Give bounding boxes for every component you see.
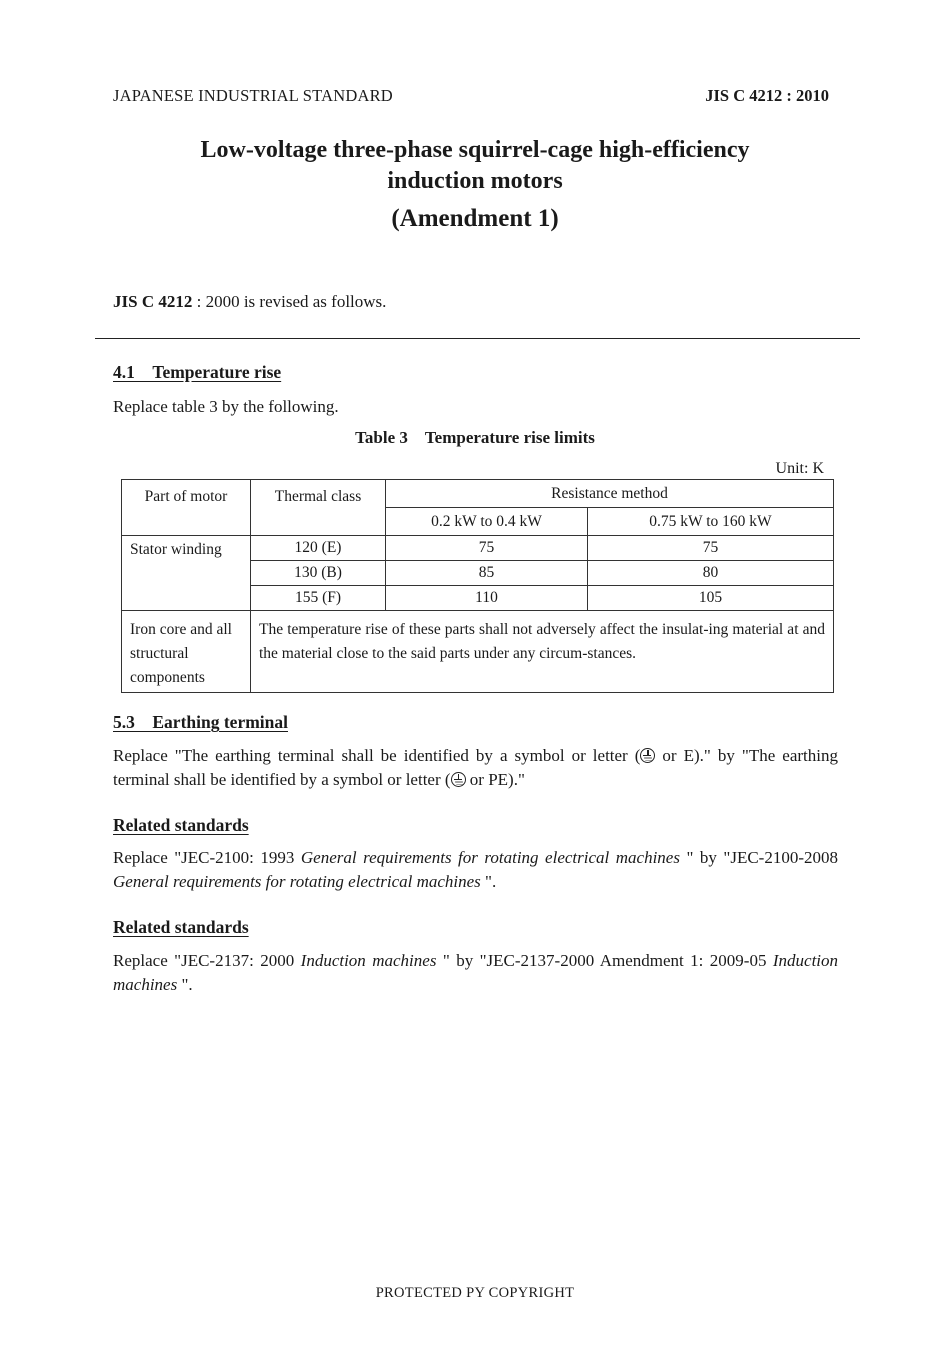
document-title-line-2: induction motors [387, 168, 563, 194]
thermal-class-cell: 155 (F) [251, 586, 386, 611]
related2-text-e: ". [177, 975, 193, 994]
intro-paragraph [113, 292, 386, 312]
intro-text: : 2000 is revised as follows. [192, 292, 387, 311]
header-thermal-class: Thermal class [251, 480, 386, 536]
related2-title-old: Induction machines [300, 951, 437, 970]
table-unit: Unit: K [775, 460, 824, 477]
related2-text-c: " by "JEC-2137-2000 Amendment 1: 2009-05 [436, 951, 773, 970]
header-range-large: 0.75 kW to 160 kW [588, 508, 834, 536]
value-cell: 85 [386, 561, 588, 586]
table-row [122, 611, 834, 693]
horizontal-divider [95, 338, 860, 339]
copyright-footer: PROTECTED PY COPYRIGHT [375, 1285, 575, 1301]
related1-text-c: " by "JEC-2100-2008 [679, 848, 838, 867]
earthing-text-b: or E)." by "The earthing terminal shall be identified by a symbol or letter ( [113, 746, 838, 789]
thermal-class-cell: 130 (B) [251, 561, 386, 586]
header-part-of-motor: Part of motor [122, 480, 251, 536]
thermal-class-cell: 120 (E) [251, 536, 386, 561]
section-heading-5-3: 5.3 Earthing terminal [113, 712, 288, 732]
stator-winding-label: Stator winding [122, 536, 251, 611]
table-row [122, 536, 834, 561]
related-standards-paragraph-1 [113, 846, 838, 894]
temperature-rise-table [121, 479, 834, 693]
related1-title-new: General requirements for rotating electrical machines [113, 872, 481, 891]
document-title-line-1: Low-voltage three-phase squirrel-cage high-efficiency [200, 137, 750, 163]
value-cell: 105 [588, 586, 834, 611]
section-4-1-instruction: Replace table 3 by the following. [113, 397, 339, 416]
header-standard-label: JAPANESE INDUSTRIAL STANDARD [113, 86, 393, 105]
value-cell: 80 [588, 561, 834, 586]
related-standards-heading-1: Related standards [113, 815, 249, 835]
earthing-text-c: or PE)." [465, 770, 525, 789]
earth-symbol-icon [451, 772, 466, 787]
intro-code: JIS C 4212 [113, 292, 193, 311]
related1-text-e: ". [480, 872, 497, 891]
section-heading-4-1: 4.1 Temperature rise [113, 362, 282, 382]
related-standards-paragraph-2 [113, 949, 838, 997]
header-standard-number: JIS C 4212 : 2010 [705, 86, 829, 105]
header-resistance-method: Resistance method [386, 480, 834, 508]
related2-title-new: Induction machines [113, 951, 839, 994]
earthing-text-a: Replace "The earthing terminal shall be identified by a symbol or letter ( [113, 746, 641, 765]
related1-text-a: Replace "JEC-2100: 1993 [113, 848, 301, 867]
table-caption: Table 3 Temperature rise limits [355, 428, 595, 447]
iron-core-description: The temperature rise of these parts shall not adversely affect the insulat-ing material at and the material close to the said parts under any circum-stances. [251, 611, 834, 693]
value-cell: 110 [386, 586, 588, 611]
document-subtitle: (Amendment 1) [391, 205, 559, 232]
header-range-small: 0.2 kW to 0.4 kW [386, 508, 588, 536]
related1-title-old: General requirements for rotating electrical machines [300, 848, 680, 867]
related-standards-heading-2: Related standards [113, 917, 249, 937]
value-cell: 75 [588, 536, 834, 561]
earthing-paragraph [113, 744, 838, 792]
related2-text-a: Replace "JEC-2137: 2000 [113, 951, 301, 970]
iron-core-label: Iron core and all structural components [122, 611, 251, 693]
value-cell: 75 [386, 536, 588, 561]
earth-symbol-icon [640, 748, 655, 763]
